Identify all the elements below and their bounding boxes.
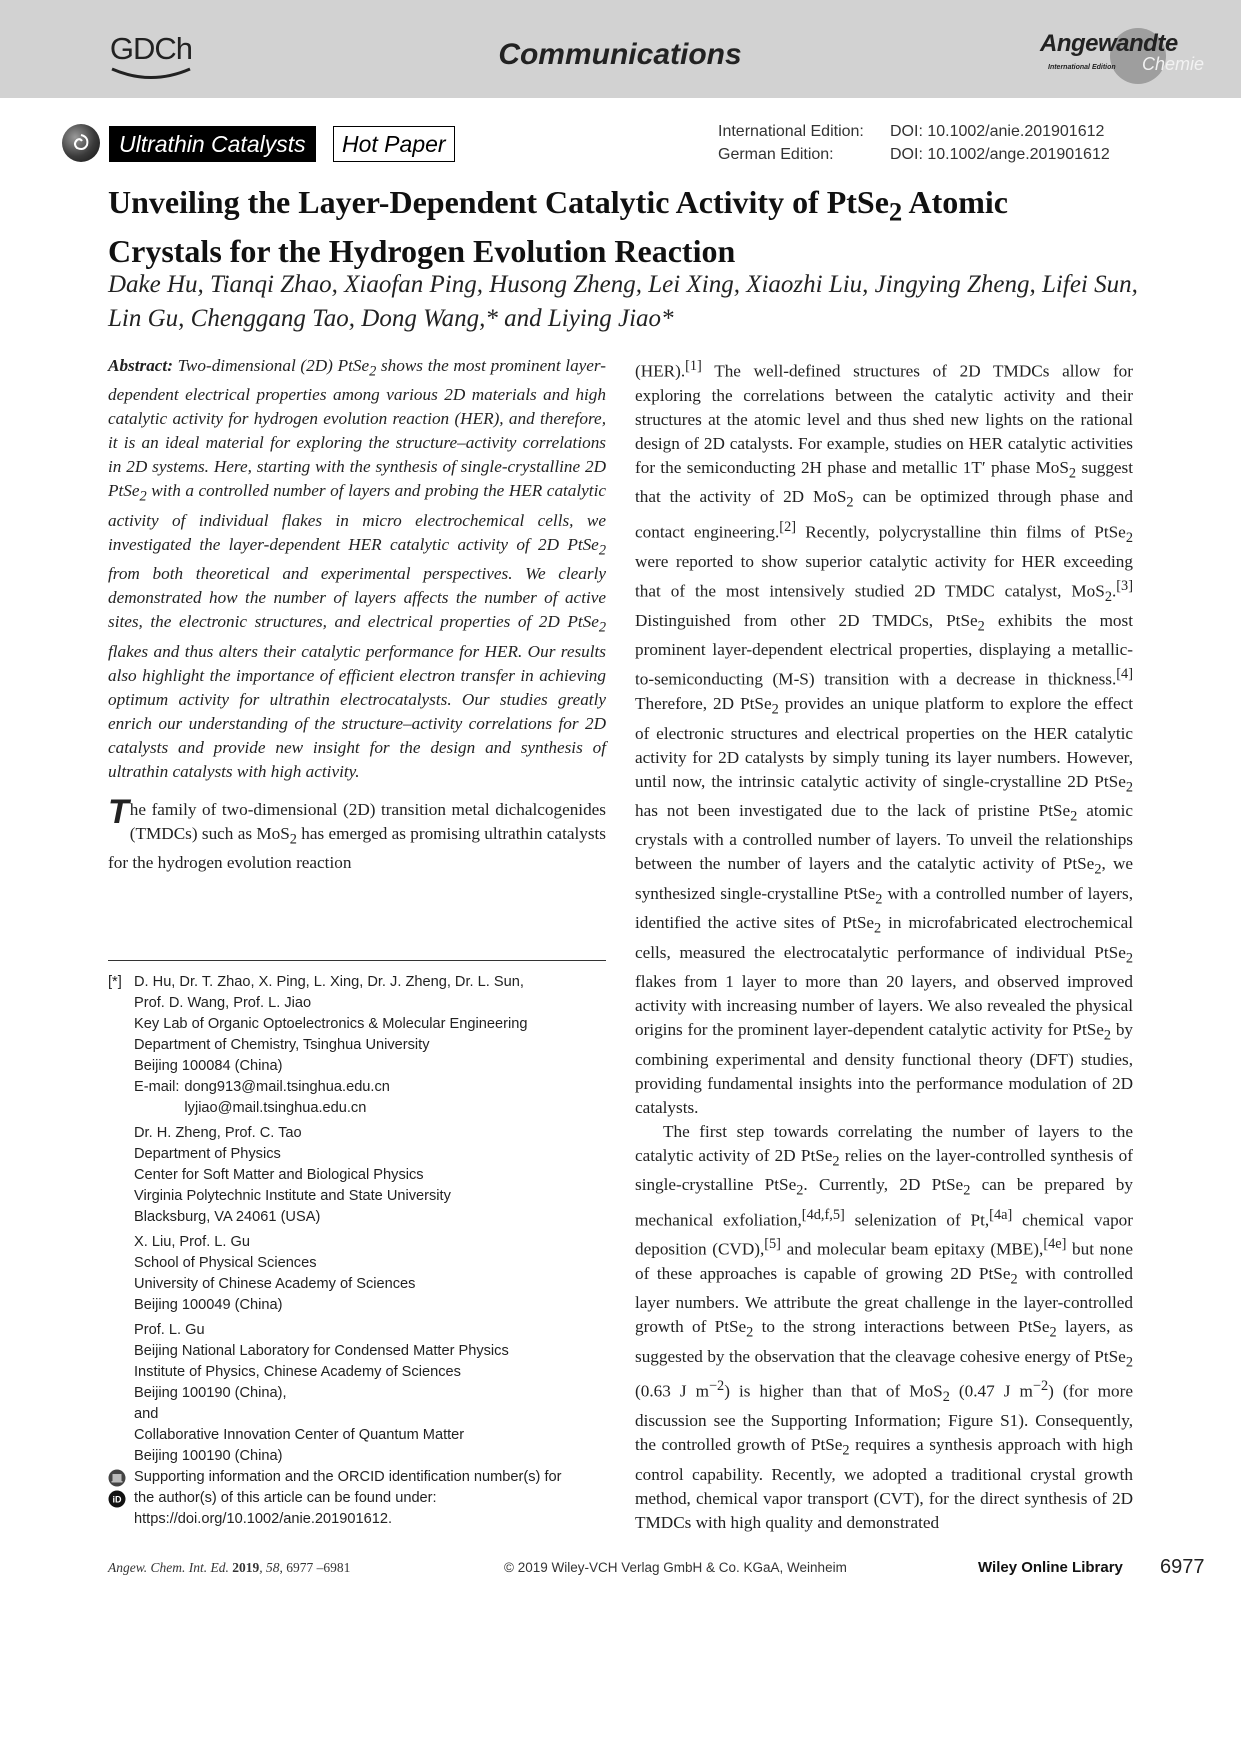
journal-logo <box>1040 24 1210 84</box>
supporting-info-text <box>134 1467 608 1530</box>
unit-exponent: −2 <box>708 1378 725 1395</box>
journal-name: Angewandte <box>1040 30 1178 57</box>
abstract-text: from both theoretical and experimental perspectives. We clearly demonstrated how the number of layers affects the number of active sites, the electronic structures, and electrical properties of 2D PtSe <box>108 564 606 632</box>
abstract-text: shows the most prominent layer-dependent electrical properties among various 2D materials and high catalytic activity for hydrogen evolution reaction (HER), and therefore, it is an ideal material for exploring the structure–activity correlations in 2D systems. Here, starting with the synthesis of single-crystalline 2D PtSe <box>108 356 606 501</box>
footer-pages: , 6977 –6981 <box>279 1560 351 1575</box>
reference[interactable]: [4d,f,5] <box>801 1206 845 1223</box>
doi-international <box>718 120 1138 143</box>
supporting-info-link[interactable]: https://doi.org/10.1002/anie.201901612. <box>134 1511 393 1527</box>
doi-german-label: German Edition: <box>718 146 834 163</box>
journal-chemie: Chemie <box>1142 54 1205 74</box>
affiliation-line: X. Liu, Prof. L. Gu <box>134 1234 250 1250</box>
supporting-info-line: Supporting information and the ORCID identification number(s) for <box>134 1469 562 1485</box>
affiliation-divider <box>108 960 606 961</box>
wiley-online-library-link[interactable]: Wiley Online Library <box>978 1559 1123 1576</box>
body-paragraph: (HER).[1] The well-defined structures of 2D TMDCs allow for exploring the correlations between the catalytic activity and their structures at the atomic level and thus shed new lights on the rational design of 2D catalysts. For example, studies on HER catalytic activities for the semiconducting 2H phase and metallic 1T′ phase MoS$_2$ suggest that the activity of 2D MoS$_2$ can be optimized through phase and contact engineering.[2] Recently, polycrystalline thin films of PtSe$_2$ were reported to show superior catalytic activity for HER exceeding that of the most intensively studied 2D TMDC catalyst, MoS$_2$.[3] Distinguished from other 2D TMDCs, PtSe$_2$ exhibits the most prominent layer-dependent electrical properties, displaying a metallic-to-semiconducting (M-S) transition with a decrease in thickness.[4] Therefore, 2D PtSe$_2$ provides an unique platform to explore the effect of electronic structures and electrical properties on the HER catalytic activity for 2D catalysts by simply tuning its layer numbers. However, until now, the intrinsic catalytic activity of single-crystalline 2D PtSe$_2$ has not been investigated due to the lack of pristine PtSe$_2$ atomic crystals with a controlled number of layers. To unveil the relationships between the number of layers and the catalytic activity of PtSe$_2$, we synthesized single-crystalline PtSe$_2$ with a controlled number of layers, identified the active sites of PtSe$_2$ in microfabricated electrochemical cells, measured the electrocatalytic performance of individual PtSe$_2$ flakes from 1 layer to more than 20 layers, and observed improved activity with increasing number of layers. We also revealed the physical origins for the prominent layer-dependent catalytic activity for PtSe$_2$ by combining experimental and density functional theory (DFT) studies, providing fundamental insights into the performance modulation of 2D catalysts. <box>635 358 1134 1117</box>
email-link[interactable]: lyjiao@mail.tsinghua.edu.cn <box>184 1100 367 1116</box>
reference[interactable]: [2] <box>779 518 797 535</box>
orcid-icon <box>108 1490 126 1508</box>
category-badge: Ultrathin Catalysts <box>109 126 316 162</box>
unit-exponent: −2 <box>1032 1378 1049 1395</box>
hot-paper-swirl-icon <box>62 124 100 162</box>
reference[interactable]: [4a] <box>989 1206 1013 1223</box>
left-column <box>108 354 606 875</box>
affiliation-line: Dr. H. Zheng, Prof. C. Tao <box>134 1125 302 1141</box>
footer-volume: 58 <box>265 1560 280 1575</box>
section-title: Communications <box>498 38 742 71</box>
footer-year: 2019 <box>232 1560 260 1575</box>
intro-paragraph: The family of two-dimensional (2D) transition metal dichalcogenides (TMDCs) such as MoS$_2$ has emerged as promising ultrathin catalysts for the hydrogen evolution reaction <box>108 792 606 873</box>
affiliation-virginia <box>134 1123 608 1228</box>
author-list: Dake Hu, Tianqi Zhao, Xiaofan Ping, Husong Zheng, Lei Xing, Xiaozhi Liu, Jingying Zheng, Lifei Sun, Lin Gu, Chenggang Tao, Dong Wang,* and Liying Jiao* <box>108 271 1138 332</box>
affiliation-iop <box>134 1320 608 1467</box>
hot-paper-badge: Hot Paper <box>333 126 455 162</box>
email-block <box>134 1077 608 1119</box>
affiliation-line: Beijing 100084 (China) <box>134 1058 283 1074</box>
affiliation-line: Department of Physics <box>134 1146 281 1162</box>
email-link[interactable]: dong913@mail.tsinghua.edu.cn <box>184 1079 390 1095</box>
journal-edition: International Edition <box>1048 64 1116 71</box>
supporting-info-icon <box>108 1469 126 1487</box>
abstract: Abstract: Two-dimensional (2D) PtSe$_2$ shows the most prominent layer-dependent electrical properties among various 2D materials and high catalytic activity for hydrogen evolution reaction (HER), and therefore, it is an ideal material for exploring the structure–activity correlations in 2D systems. Here, starting with the synthesis of single-crystalline 2D PtSe$_2$ with a controlled number of layers and probing the HER catalytic activity of individual flakes in micro electrochemical cells, we investigated the layer-dependent HER catalytic activity of 2D PtSe$_2$ from both theoretical and experimental perspectives. We clearly demonstrated how the number of layers affects the number of active sites, the electronic structures, and electrical properties of 2D PtSe$_2$ flakes and thus alters their catalytic performance for HER. Our results also highlight the importance of efficient electron transfer in achieving optimum activity for ultrathin electrocatalysts. Our studies greatly enrich our understanding of the structure–activity correlations for 2D catalysts and provide new insight for the design and synthesis of ultrathin catalysts with high activity. <box>108 356 606 781</box>
page-footer <box>108 1556 1208 1582</box>
abstract-label: Abstract: <box>108 356 173 375</box>
svg-text:iD: iD <box>112 1494 122 1505</box>
drop-cap: T <box>108 792 129 831</box>
affiliation-line: Collaborative Innovation Center of Quantum Matter <box>134 1427 465 1443</box>
affiliation-line: Beijing National Laboratory for Condensed Matter Physics <box>134 1343 509 1359</box>
abstract-text: Two-dimensional (2D) PtSe <box>172 356 370 375</box>
affiliation-line: Department of Chemistry, Tsinghua University <box>134 1037 430 1053</box>
reference[interactable]: [5] <box>764 1236 781 1253</box>
footer-citation: Angew. Chem. Int. Ed. 2019, 58, 6977 –6981 <box>108 1560 351 1575</box>
footer-copyright: © 2019 Wiley-VCH Verlag GmbH & Co. KGaA, Weinheim <box>504 1560 847 1575</box>
affiliation-line: Key Lab of Organic Optoelectronics & Molecular Engineering <box>134 1016 528 1032</box>
affiliation-ucas <box>134 1232 608 1316</box>
title-text: Atomic Crystals for the Hydrogen Evolution Reaction <box>108 184 1008 270</box>
right-column <box>635 354 1133 1535</box>
abstract-text: with a controlled number of layers and probing the HER catalytic activity of individual flakes in micro electrochemical cells, we investigated the layer-dependent HER catalytic activity of 2D PtSe <box>108 481 606 554</box>
title-text: Unveiling the Layer-Dependent Catalytic Activity of PtSe <box>108 184 889 220</box>
gdch-logo-text: GDCh <box>109 31 193 66</box>
affiliation-line: Center for Soft Matter and Biological Physics <box>134 1167 424 1183</box>
header-band <box>0 0 1241 98</box>
doi-intl-value[interactable]: DOI: 10.1002/anie.201901612 <box>890 123 1105 140</box>
supporting-info <box>108 1467 608 1530</box>
doi-info <box>718 120 1138 166</box>
body-paragraph: The first step towards correlating the number of layers to the catalytic activity of 2D PtSe$_2$ relies on the layer-controlled synthesis of single-crystalline PtSe$_2$. Currently, 2D PtSe$_2$ can be prepared by mechanical exfoliation,[4d,f,5] selenization of Pt,[4a] chemical vapor deposition (CVD),[5] and molecular beam epitaxy (MBE),[4e] but none of these approaches is capable of growing 2D PtSe$_2$ with controlled layer numbers. We attribute the great challenge in the layer-controlled growth of PtSe$_2$ to the strong interactions between PtSe$_2$ layers, as suggested by the observation that the cleavage cohesive energy of PtSe$_2$ (0.63 J $m^{-2}$) is higher than that of MoS$_2$ (0.47 J $m^{-2}$) (for more discussion see the Supporting Information; Figure S1). Consequently, the controlled growth of PtSe$_2$ requires a synthesis approach with high control capability. Recently, we adopted a traditional crystal growth method, chemical vapor transport (CVT), for the direct synthesis of 2D TMDCs with high quality and demonstrated <box>635 1121 1134 1532</box>
affiliation-line: and <box>134 1406 159 1422</box>
affiliation-line: University of Chinese Academy of Sciences <box>134 1276 416 1292</box>
intro-text: has emerged as promising ultrathin catalysts for the hydrogen evolution reaction <box>108 823 606 873</box>
email-label: E-mail: <box>134 1079 180 1095</box>
title-subscript: 2 <box>888 196 903 227</box>
doi-intl-label: International Edition: <box>718 123 864 140</box>
reference[interactable]: [3] <box>1116 577 1133 594</box>
affiliation-line: Beijing 100190 (China) <box>134 1448 283 1464</box>
affiliation-line: School of Physical Sciences <box>134 1255 317 1271</box>
article-title <box>108 182 1128 271</box>
affiliation-line: Beijing 100049 (China) <box>134 1297 283 1313</box>
abstract-text: flakes and thus alters their catalytic performance for HER. Our results also highlight the importance of efficient electron transfer in achieving optimum activity for ultrathin electrocatalysts. Our studies greatly enrich our understanding of the structure–activity correlations for 2D catalysts and provide new insight for the design and synthesis of ultrathin catalysts with high activity. <box>108 641 606 781</box>
gdch-swoosh-icon <box>110 66 192 82</box>
affiliation-tsinghua <box>134 972 608 1119</box>
reference[interactable]: [1] <box>685 358 702 374</box>
swirl-icon <box>71 133 91 153</box>
intro-text: he family of two-dimensional (2D) transition metal dichalcogenides (TMDCs) such as MoS <box>129 799 606 843</box>
affiliation-line: D. Hu, Dr. T. Zhao, X. Ping, L. Xing, Dr. J. Zheng, Dr. L. Sun, <box>134 974 524 990</box>
reference[interactable]: [4e] <box>1043 1236 1067 1253</box>
affiliation-mark: [*] <box>108 974 122 990</box>
reference[interactable]: [4] <box>1116 666 1133 683</box>
affiliation-line: Beijing 100190 (China), <box>134 1385 287 1401</box>
affiliation-line: Blacksburg, VA 24061 (USA) <box>134 1209 321 1225</box>
doi-german <box>718 143 1138 166</box>
gdch-logo <box>108 32 194 84</box>
supporting-info-line: the author(s) of this article can be found under: <box>134 1490 437 1506</box>
affiliation-line: Virginia Polytechnic Institute and State University <box>134 1188 451 1204</box>
affiliation-line: Institute of Physics, Chinese Academy of Sciences <box>134 1364 461 1380</box>
affiliation-line: Prof. D. Wang, Prof. L. Jiao <box>134 995 312 1011</box>
page-number: 6977 <box>1160 1556 1205 1578</box>
affiliations <box>108 972 608 1471</box>
doi-german-value[interactable]: DOI: 10.1002/ange.201901612 <box>890 146 1110 163</box>
footer-journal: Angew. Chem. Int. Ed. <box>108 1560 229 1575</box>
affiliation-line: Prof. L. Gu <box>134 1322 205 1338</box>
